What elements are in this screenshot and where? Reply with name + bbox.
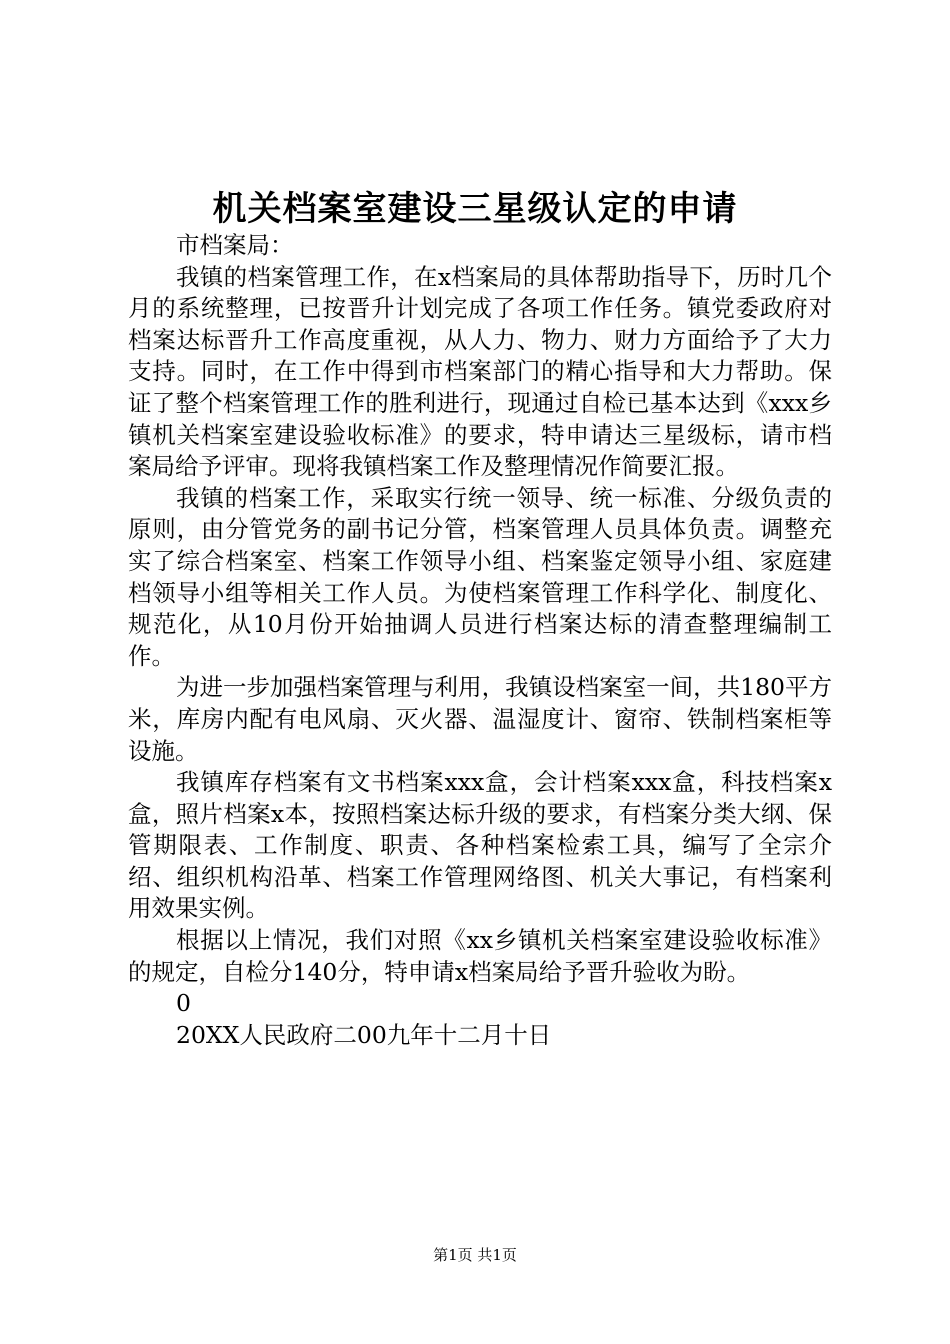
document-title: 机关档案室建设三星级认定的申请 (212, 189, 738, 229)
paragraph: 为进一步加强档案管理与利用，我镇设档案室一间，共180平方米，库房内配有电风扇、灭火器、温湿度计、窗帘、铁制档案柜等设施。 (128, 673, 832, 765)
signature-line: 20XX人民政府二00九年十二月十日 (176, 1020, 552, 1049)
paragraph: 我镇的档案管理工作，在x档案局的具体帮助指导下，历时几个月的系统整理，已按晋升计划完成了各项工作任务。镇党委政府对档案达标晋升工作高度重视，从人力、物力、财力方面给予了大力支持。同时，在工作中得到市档案部门的精心指导和大力帮助。保证了整个档案管理工作的胜利进行，现通过自检已基本达到《xxx乡镇机关档案室建设验收标准》的要求，特申请达三星级标，请市档案局给予评审。现将我镇档案工作及整理情况作简要汇报。 (128, 262, 832, 481)
paragraph: 我镇库存档案有文书档案xxx盒，会计档案xxx盒，科技档案x盒，照片档案x本，按照档案达标升级的要求，有档案分类大纲、保管期限表、工作制度、职责、各种档案检索工具，编写了全宗介绍、组织机构沿革、档案工作管理网络图、机关大事记，有档案利用效果实例。 (128, 768, 832, 923)
closing-number: 0 (176, 989, 191, 1018)
document-body (128, 230, 832, 1051)
paragraph: 我镇的档案工作，采取实行统一领导、统一标准、分级负责的原则，由分管党务的副书记分管，档案管理人员具体负责。调整充实了综合档案室、档案工作领导小组、档案鉴定领导小组、家庭建档领导小组等相关工作人员。为使档案管理工作科学化、制度化、规范化，从10月份开始抽调人员进行档案达标的清查整理编制工作。 (128, 483, 832, 670)
page-number-footer: 第1页 共1页 (433, 1246, 517, 1264)
salutation: 市档案局： (176, 231, 294, 259)
paragraph: 根据以上情况，我们对照《xx乡镇机关档案室建设验收标准》的规定，自检分140分，特申请x档案局给予晋升验收为盼。 (128, 926, 832, 986)
